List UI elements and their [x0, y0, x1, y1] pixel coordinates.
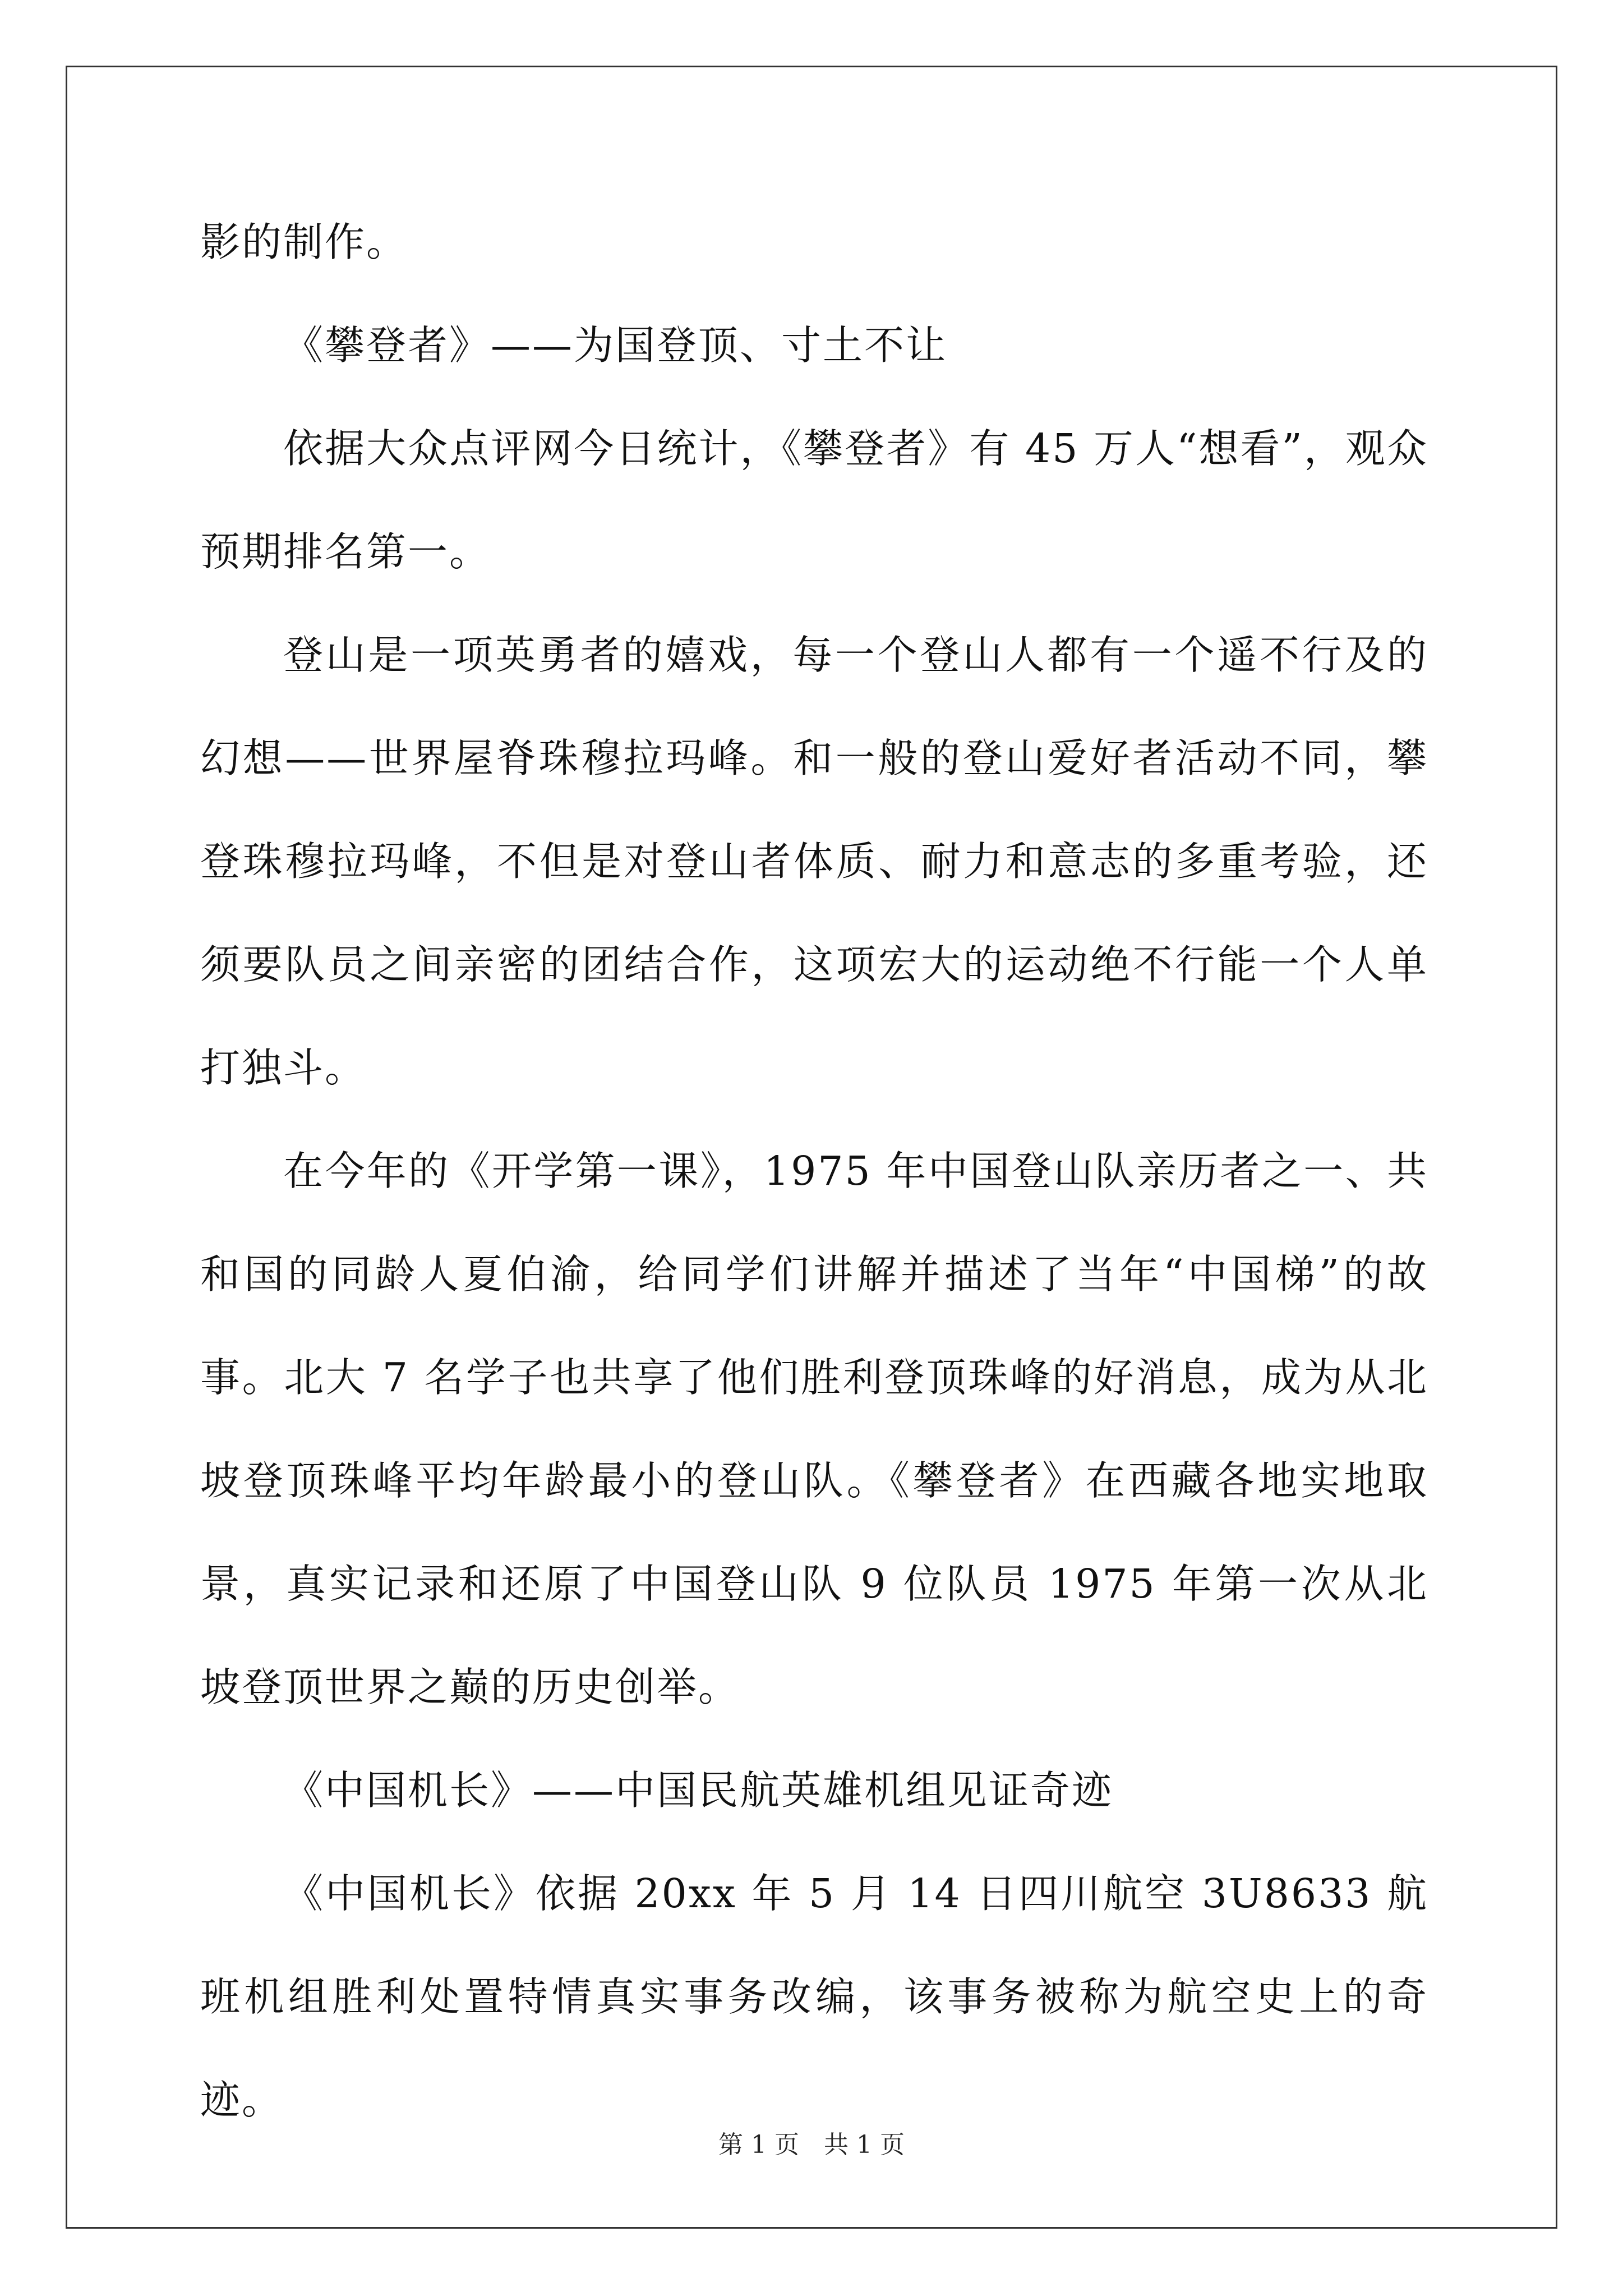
section-heading-captain: 《中国机长》——中国民航英雄机组见证奇迹 — [283, 1767, 1114, 1814]
paragraph-captain: 《中国机长》依据 20xx 年 5 月 14 日四川航空 3U8633 航班机组胜利处置特情真实事务改编，该事务被称为航空史上的奇迹。 — [200, 1870, 1428, 2123]
document-body — [200, 191, 1428, 2152]
paragraph-rating: 依据大众点评网今日统计，《攀登者》有 45 万人“想看”，观众预期排名第一。 — [200, 425, 1428, 575]
paragraph-mountaineering: 登山是一项英勇者的嬉戏，每一个登山人都有一个遥不行及的幻想——世界屋脊珠穆拉玛峰。和一般的登山爱好者活动不同，攀登珠穆拉玛峰，不但是对登山者体质、耐力和意志的多重考验，还须要队员之间亲密的团结合作，这项宏大的运动绝不行能一个人单打独斗。 — [200, 632, 1428, 1091]
section-heading-climbers: 《攀登者》——为国登顶、寸土不让 — [283, 322, 948, 369]
page-number-footer: 第 1 页 共 1 页 — [718, 2131, 905, 2159]
paragraph-first-lesson: 在今年的《开学第一课》，1975 年中国登山队亲历者之一、共和国的同龄人夏伯渝，给同学们讲解并描述了当年“中国梯”的故事。北大 7 名学子也共享了他们胜利登顶珠峰的好消息，成为从北坡登顶珠峰平均年龄最小的登山队。《攀登者》在西藏各地实地取景，真实记录和还原了中国登山队 9 位队员 1975 年第一次从北坡登顶世界之巅的历史创举。 — [200, 1148, 1428, 1710]
paragraph-continuation: 影的制作。 — [200, 219, 408, 265]
